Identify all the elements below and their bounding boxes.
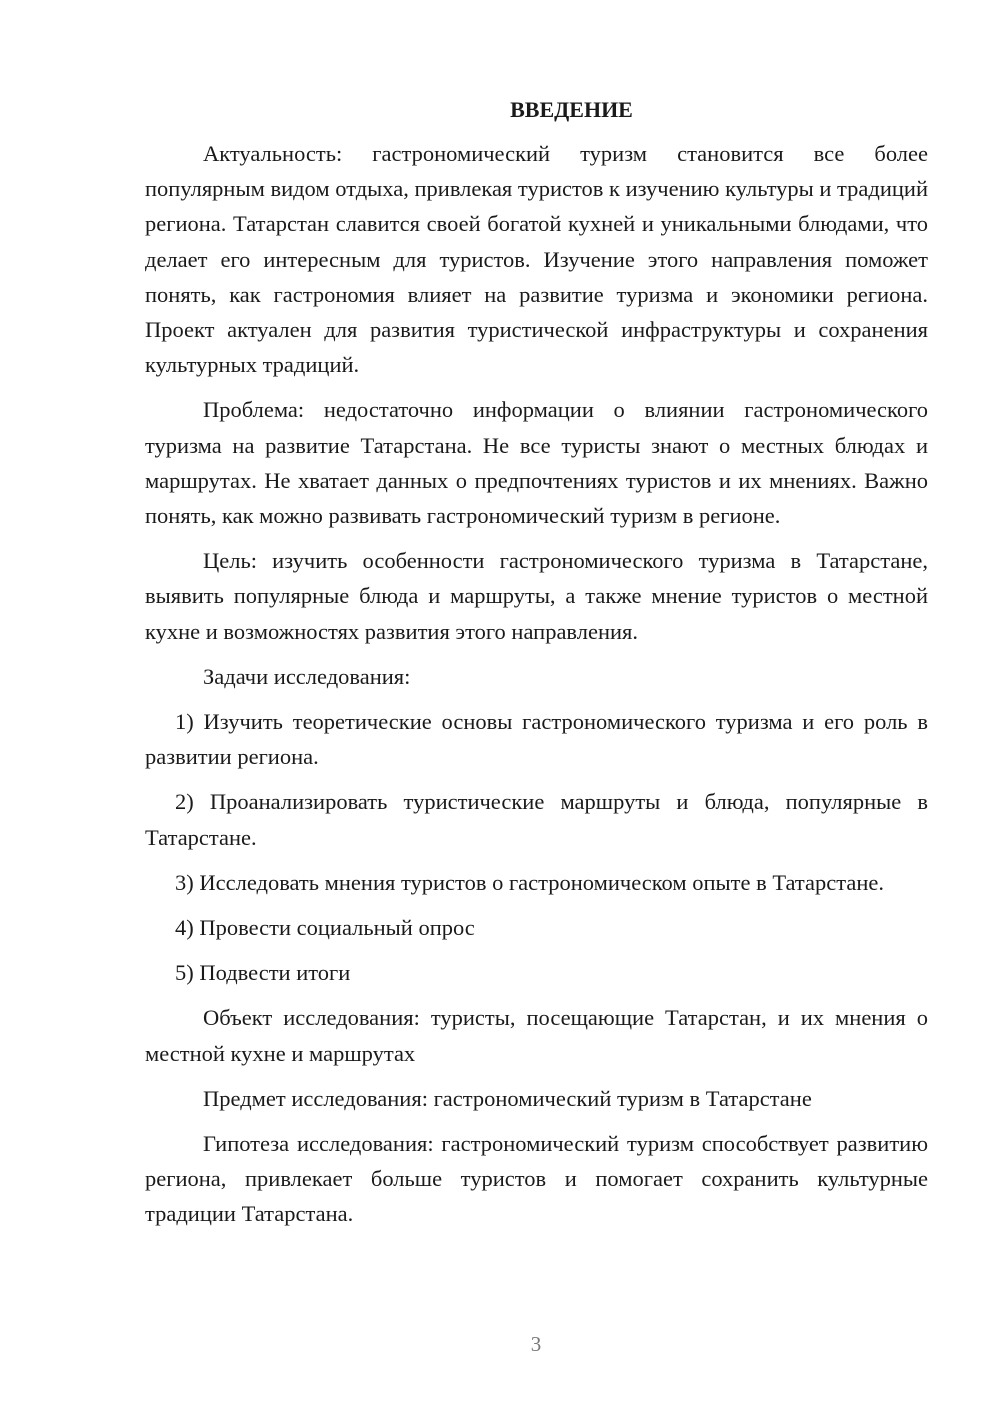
task-item-2: 2) Проанализировать туристические маршруты и блюда, популярные в Татарстане. [145, 789, 928, 850]
document-page [145, 92, 928, 1232]
paragraph-problem: Проблема: недостаточно информации о влиянии гастрономического туризма на развитие Татарстана. Не все туристы знают о местных блюдах и маршрутах. Не хватает данных о предпочтениях туристов и их мнениях. Важно понять, как можно развивать гастрономический туризм в регионе. [145, 397, 928, 529]
tasks-heading: Задачи исследования: [203, 663, 411, 689]
paragraph-hypothesis: Гипотеза исследования: гастрономический туризм способствует развитию региона, привлекает больше туристов и помогает сохранить культурные традиции Татарстана. [145, 1131, 928, 1227]
paragraph-subject: Предмет исследования: гастрономический туризм в Татарстане [203, 1085, 812, 1111]
task-item-4: 4) Провести социальный опрос [175, 915, 475, 941]
paragraph-object: Объект исследования: туристы, посещающие Татарстан, и их мнения о местной кухне и маршрутах [145, 1005, 928, 1066]
page-number: 3 [530, 1332, 542, 1356]
paragraph-relevance: Актуальность: гастрономический туризм становится все более популярным видом отдыха, привлекая туристов к изучению культуры и традиций региона. Татарстан славится своей богатой кухней и уникальными блюдами, что делает его интересным для туристов. Изучение этого направления поможет понять, как гастрономия влияет на развитие туризма и экономики региона. Проект актуален для развития туристической инфраструктуры и сохранения культурных традиций. [145, 141, 928, 378]
task-item-5: 5) Подвести итоги [175, 960, 351, 986]
paragraph-goal: Цель: изучить особенности гастрономического туризма в Татарстане, выявить популярные блюда и маршруты, а также мнение туристов о местной кухне и возможностях развития этого направления. [145, 548, 928, 644]
task-item-1: 1) Изучить теоретические основы гастрономического туризма и его роль в развитии региона. [145, 709, 928, 770]
task-item-3: 3) Исследовать мнения туристов о гастрономическом опыте в Татарстане. [175, 869, 884, 895]
section-title: ВВЕДЕНИЕ [510, 97, 633, 122]
